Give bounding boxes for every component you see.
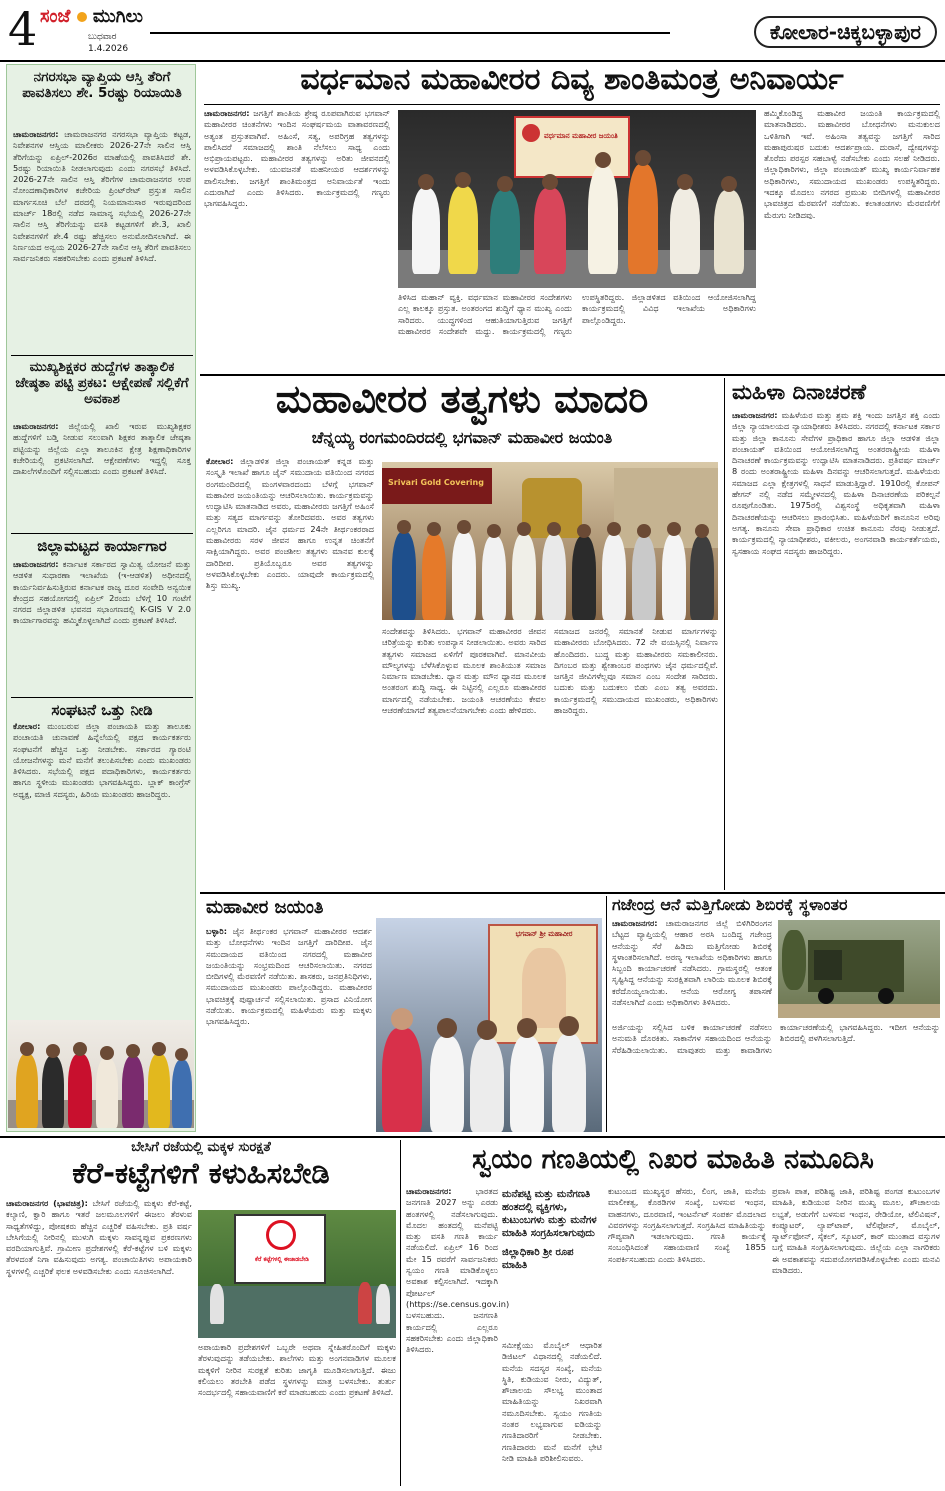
sidebar-person-head bbox=[126, 1044, 140, 1058]
lead-dateline: ಚಾಮರಾಜನಗರ: bbox=[204, 108, 250, 118]
census-col1-text: ಭಾರತದ ಜನಗಣತಿ 2027 ಅನ್ನು ಎರಡು ಹಂತಗಳಲ್ಲಿ ನಡೆಸಲಾಗುವುದು. ಮೊದಲ ಹಂತದಲ್ಲಿ ಮನೆಪಟ್ಟಿ ಮತ್ತು ವಸತಿ ಗಣತಿ ಕಾರ್ಯ ನಡೆಯಲಿದೆ. ಏಪ್ರಿಲ್ 16 ರಿಂದ ಮೇ 15 ರವರೆಗೆ ಸಾರ್ವಜನಿಕರು ಸ್ವಯಂ ಗಣತಿ ಮಾಡಿಕೊಳ್ಳಲು ಅವಕಾಶ ಕಲ್ಪಿಸಲಾಗಿದೆ. ಇದಕ್ಕಾಗಿ ಪೋರ್ಟಲ್ (https://se.census.gov.in) ಬಳಸಬಹುದು. ಜನಗಣತಿ ಕಾರ್ಯದಲ್ಲಿ ಎಲ್ಲರೂ ಸಹಕರಿಸಬೇಕು ಎಂದು ಜಿಲ್ಲಾಧಿಕಾರಿ ತಿಳಿಸಿದರು. bbox=[406, 1186, 510, 1355]
jayanti-person-head bbox=[391, 1008, 413, 1030]
sidebar-story4-headline: ಸಂಘಟನೆ ಒತ್ತು ನೀಡಿ bbox=[51, 701, 153, 719]
elephant-dateline: ಚಾಮರಾಜನಗರ: bbox=[612, 918, 658, 928]
elephant-body bbox=[612, 918, 772, 1016]
sidebar-rule-3 bbox=[11, 697, 193, 698]
story-b-person bbox=[690, 536, 714, 620]
kere-photo bbox=[198, 1210, 396, 1338]
lead-person bbox=[534, 188, 566, 274]
story-b-person bbox=[392, 532, 416, 620]
column-rule bbox=[606, 896, 607, 1132]
kere-headline: ಕೆರೆ-ಕಟ್ಟೆಗಳಿಗೆ ಕಳುಹಿಸಬೇಡಿ bbox=[72, 1156, 330, 1190]
lead-body-bottom: ತಿಳಿಸಿದ ಮಹಾನ್ ವ್ಯಕ್ತಿ. ವರ್ಧಮಾನ ಮಹಾವೀರರ ಸಂದೇಶಗಳು ಎಲ್ಲ ಕಾಲಕ್ಕೂ ಪ್ರಸ್ತುತ. ಅಂತರಂಗದ ಶುದ್ಧಿಗೆ ಧ್ಯಾನ ಮುಖ್ಯ ಎಂದು ಸಾರಿದರು. ಯುದ್ಧಗಳಿಂದ ಆಹುತಿಯಾಗುತ್ತಿರುವ ಜಗತ್ತಿಗೆ ಮಹಾವೀರರ ಸಂದೇಶವೇ ಮದ್ದು. ಕಾರ್ಯಕ್ರಮದಲ್ಲಿ ಗಣ್ಯರು ಉಪಸ್ಥಿತರಿದ್ದರು. ಜಿಲ್ಲಾಡಳಿತದ ವತಿಯಿಂದ ಆಯೋಜಿಸಲಾಗಿದ್ದ ಕಾರ್ಯಕ್ರಮದಲ್ಲಿ ವಿವಿಧ ಇಲಾಖೆಯ ಅಧಿಕಾರಿಗಳು ಪಾಲ್ಗೊಂಡಿದ್ದರು. bbox=[398, 292, 756, 336]
census-col1b: ಸಮೀಕ್ಷೆಯು ಮೊಬೈಲ್ ಆಧಾರಿತ ಡಿಜಿಟಲ್ ವಿಧಾನದಲ್ಲಿ ನಡೆಯಲಿದೆ. ಮನೆಯ ಸದಸ್ಯರ ಸಂಖ್ಯೆ, ಮನೆಯ ಸ್ಥಿತಿ, ಕುಡಿಯುವ ನೀರು, ವಿದ್ಯುತ್, ಶೌಚಾಲಯ ಸೌಲಭ್ಯ ಮುಂತಾದ ಮಾಹಿತಿಯನ್ನು ನಿಖರವಾಗಿ ನಮೂದಿಸಬೇಕು. ಸ್ವಯಂ ಗಣತಿಯ ನಂತರ ಲಭ್ಯವಾಗುವ ಐಡಿಯನ್ನು ಗಣತಿದಾರರಿಗೆ ನೀಡಬೇಕು. ಗಣತಿದಾರರು ಮನೆ ಮನೆಗೆ ಭೇಟಿ ನೀಡಿ ಮಾಹಿತಿ ಪರಿಶೀಲಿಸುವರು. bbox=[502, 1340, 602, 1463]
story-b-person-head bbox=[577, 524, 591, 538]
story-b-person bbox=[572, 536, 596, 620]
story-b-headline: ಮಹಾವೀರರ ತತ್ವಗಳು ಮಾದರಿ bbox=[275, 377, 649, 421]
story-b-person bbox=[482, 536, 506, 620]
sidebar-group-photo bbox=[8, 1020, 194, 1128]
banner-badge-icon bbox=[522, 124, 540, 142]
sidebar-story3-text: ಕರ್ನಾಟಕ ಸರ್ಕಾರದ ಸ್ವಾಮಿತ್ವ ಯೋಜನೆ ಮತ್ತು ಆಡಳಿತ ಸುಧಾರಣಾ ಇಲಾಖೆಯ (ಇ-ಆಡಳಿತ) ಅಧೀನದಲ್ಲಿ ಕಾರ್ಯನಿರ್ವಹಿಸುತ್ತಿರುವ ಕರ್ನಾಟಕ ರಾಜ್ಯ ದೂರ ಸಂವೇದಿ ಅನ್ವಯಿಕ ಕೇಂದ್ರದ ಸಹಯೋಗದಲ್ಲಿ ಏಪ್ರಿಲ್ 2ರಂದು ಬೆಳಿಗ್ಗೆ 10 ಗಂಟೆಗೆ ನಗರದ ಜಿಲ್ಲಾಡಳಿತ ಭವನದ ಸಭಾಂಗಣದಲ್ಲಿ K-GIS V 2.0 ಕಾರ್ಯಾಗಾರವನ್ನು ಹಮ್ಮಿಕೊಳ್ಳಲಾಗಿದೆ ಎಂದು ಪ್ರಕಟಣೆ ತಿಳಿಸಿದೆ. bbox=[13, 559, 191, 626]
story-b-person-head bbox=[547, 522, 561, 536]
kere-body-right: ಅಪಾಯಕಾರಿ ಪ್ರದೇಶಗಳಿಗೆ ಒಬ್ಬರೇ ಅಥವಾ ಸ್ನೇಹಿತರೊಂದಿಗೆ ಮಕ್ಕಳು ತೆರಳುವುದನ್ನು ತಡೆಯಬೇಕು. ಶಾಲೆಗಳು ಮತ್ತು ಅಂಗನವಾಡಿಗಳ ಮೂಲಕ ಮಕ್ಕಳಿಗೆ ನೀರಿನ ಸುರಕ್ಷತೆ ಕುರಿತು ಜಾಗೃತಿ ಮೂಡಿಸಲಾಗುತ್ತಿದೆ. ಈಜು ಕಲಿಯಲು ತರಬೇತಿ ಪಡೆದ ಸ್ಥಳಗಳನ್ನು ಮಾತ್ರ ಬಳಸಬೇಕು. ತುರ್ತು ಸಂದರ್ಭದಲ್ಲಿ ಸಹಾಯವಾಣಿಗೆ ಕರೆ ಮಾಡಬಹುದು ಎಂದು ಪ್ರಕಟಣೆ ತಿಳಿಸಿದೆ. bbox=[198, 1342, 396, 1398]
census-col3: ಕುಟುಂಬದ ಮುಖ್ಯಸ್ಥರ ಹೆಸರು, ಲಿಂಗ, ಜಾತಿ, ಮನೆಯ ಮಾಲೀಕತ್ವ, ಕೊಠಡಿಗಳ ಸಂಖ್ಯೆ, ಬಳಸುವ ಇಂಧನ, ವಾಹನಗಳು, ದೂರವಾಣಿ, ಇಂಟರ್ನೆಟ್ ಸಂಪರ್ಕ ಮೊದಲಾದ ವಿವರಗಳನ್ನು ಸಂಗ್ರಹಿಸಲಾಗುತ್ತದೆ. ಸಂಗ್ರಹಿಸಿದ ಮಾಹಿತಿಯನ್ನು ಗೌಪ್ಯವಾಗಿ ಇಡಲಾಗುವುದು. ಗಣತಿ ಕಾರ್ಯಕ್ಕೆ ಸಂಬಂಧಿಸಿದಂತೆ ಸಹಾಯವಾಣಿ ಸಂಖ್ಯೆ 1855 ಸಂಪರ್ಕಿಸಬಹುದು ಎಂದು ತಿಳಿಸಿದರು. bbox=[608, 1186, 766, 1264]
womens-day-text: ಮಹಿಳೆಯರ ಮತ್ತು ಶ್ರಮ ಶಕ್ತಿ ಇಂದು ಜಗತ್ತಿನ ಶಕ್ತಿ ಎಂದು ಜಿಲ್ಲಾ ನ್ಯಾಯಾಲಯದ ನ್ಯಾಯಾಧೀಶರು ತಿಳಿಸಿದರು. ನಗರದಲ್ಲಿ ಕರ್ನಾಟಕ ಸರ್ಕಾರ ಮತ್ತು ಜಿಲ್ಲಾ ಕಾನೂನು ಸೇವೆಗಳ ಪ್ರಾಧಿಕಾರ ಹಾಗೂ ಜಿಲ್ಲಾ ಆಡಳಿತ ಜಿಲ್ಲಾ ಪಂಚಾಯತ್ ವತಿಯಿಂದ ಆಯೋಜಿಸಲಾಗಿದ್ದ ಅಂತರರಾಷ್ಟ್ರೀಯ ಮಹಿಳಾ ದಿನಾಚರಣೆ ಕಾರ್ಯಕ್ರಮವನ್ನು ಉದ್ಘಾಟಿಸಿ ಮಾತನಾಡಿದರು. ಪ್ರತಿವರ್ಷ ಮಾರ್ಚ್ 8 ರಂದು ಅಂತರಾಷ್ಟ್ರೀಯ ಮಹಿಳಾ ದಿನವನ್ನು ಆಚರಿಸಲಾಗುತ್ತದೆ. ಮಹಿಳೆಯರು ಸಮಾಜದ ಎಲ್ಲಾ ಕ್ಷೇತ್ರಗಳಲ್ಲಿ ಸಾಧನೆ ಮಾಡುತ್ತಿದ್ದಾರೆ. 1910ರಲ್ಲಿ ಕೋಪನ್ ಹೇಗನ್ ನಲ್ಲಿ ನಡೆದ ಸಮ್ಮೇಳನದಲ್ಲಿ ಮಹಿಳಾ ದಿನಾಚರಣೆಯ ಪರಿಕಲ್ಪನೆ ರೂಪುಗೊಂಡಿತು. 1975ರಲ್ಲಿ ವಿಶ್ವಸಂಸ್ಥೆ ಅಧಿಕೃತವಾಗಿ ಮಹಿಳಾ ದಿನಾಚರಣೆಯನ್ನು ಆಚರಿಸಲು ಪ್ರಾರಂಭಿಸಿತು. ಮಹಿಳೆಯರಿಗೆ ಕಾನೂನಿನ ಅರಿವು ಅಗತ್ಯ. ಕಾನೂನು ಸೇವಾ ಪ್ರಾಧಿಕಾರ ಉಚಿತ ಕಾನೂನು ನೆರವು ನೀಡುತ್ತದೆ. ಕಾರ್ಯಕ್ರಮದಲ್ಲಿ ನ್ಯಾಯಾಧೀಶರು, ವಕೀಲರು, ಅಂಗನವಾಡಿ ಕಾರ್ಯಕರ್ತೆಯರು, ಸ್ವಸಹಾಯ ಸಂಘದ ಸದಸ್ಯರು ಹಾಜರಿದ್ದರು. bbox=[732, 410, 940, 556]
lead-person bbox=[670, 188, 700, 274]
jayanti-person bbox=[510, 1036, 544, 1132]
census-col4: ಪ್ರವಾಸಿ ಪಾತ, ಪರಿಶಿಷ್ಟ ಜಾತಿ, ಪರಿಶಿಷ್ಟ ಪಂಗಡ ಕುಟುಂಬಗಳ ಮಾಹಿತಿ, ಕುಡಿಯುವ ನೀರಿನ ಮುಖ್ಯ ಮೂಲ, ಶೌಚಾಲಯ ಲಭ್ಯತೆ, ಅಡುಗೆಗೆ ಬಳಸುವ ಇಂಧನ, ರೇಡಿಯೋ, ಟೆಲಿವಿಷನ್, ಕಂಪ್ಯೂಟರ್, ಲ್ಯಾಪ್‌ಟಾಪ್, ಟೆಲಿಫೋನ್, ಮೊಬೈಲ್, ಸ್ಮಾರ್ಟ್‌ಫೋನ್, ಸೈಕಲ್, ಸ್ಕೂಟರ್, ಕಾರ್ ಮುಂತಾದ ವಸ್ತುಗಳ ಬಗ್ಗೆ ಮಾಹಿತಿ ಸಂಗ್ರಹಿಸಲಾಗುವುದು. ಜಿಲ್ಲೆಯ ಎಲ್ಲಾ ನಾಗರಿಕರು ಈ ಅವಕಾಶವನ್ನು ಸದುಪಯೋಗಪಡಿಸಿಕೊಳ್ಳಬೇಕು ಎಂದು ಮನವಿ ಮಾಡಿದರು. bbox=[772, 1186, 940, 1276]
kere-body-left-text: ಬೇಸಿಗೆ ರಜೆಯಲ್ಲಿ ಮಕ್ಕಳು ಕೆರೆ-ಕಟ್ಟೆ, ಕಲ್ಯಾಣಿ, ಕ್ವಾರಿ ಹಾಗೂ ಇತರೆ ಜಲಮೂಲಗಳಿಗೆ ಈಜಲು ತೆರಳುವ ಸಾಧ್ಯತೆಗಳಿದ್ದು, ಪೋಷಕರು ಹೆಚ್ಚಿನ ಎಚ್ಚರಿಕೆ ವಹಿಸಬೇಕು. ಪ್ರತಿ ವರ್ಷ ಬೇಸಿಗೆಯಲ್ಲಿ ನೀರಿನಲ್ಲಿ ಮುಳುಗಿ ಮಕ್ಕಳು ಸಾವನ್ನಪ್ಪುವ ಪ್ರಕರಣಗಳು ವರದಿಯಾಗುತ್ತಿವೆ. ಗ್ರಾಮೀಣ ಪ್ರದೇಶಗಳಲ್ಲಿ ಕೆರೆ-ಕಟ್ಟೆಗಳ ಬಳಿ ಮಕ್ಕಳು ತೆರಳದಂತೆ ನಿಗಾ ವಹಿಸುವುದು ಅಗತ್ಯ. ಪಂಚಾಯಿತಿಗಳು ಅಪಾಯಕಾರಿ ಸ್ಥಳಗಳಲ್ಲಿ ಎಚ್ಚರಿಕೆ ಫಲಕ ಅಳವಡಿಸಬೇಕು ಎಂದು ಸೂಚಿಸಲಾಗಿದೆ. bbox=[6, 1198, 192, 1276]
story-b-col1-text: ಜಿಲ್ಲಾಡಳಿತ ಜಿಲ್ಲಾ ಪಂಚಾಯತ್ ಕನ್ನಡ ಮತ್ತು ಸಂಸ್ಕೃತಿ ಇಲಾಖೆ ಹಾಗೂ ಜೈನ್ ಸಮುದಾಯ ವತಿಯಿಂದ ನಗರದ ರಂಗಮಂದಿರದಲ್ಲಿ ಮಂಗಳವಾರದಂದು ಬೆಳಗ್ಗೆ ಭಗವಾನ್ ಮಹಾವೀರ ಜಯಂತಿಯನ್ನು ಆಚರಿಸಲಾಯಿತು. ಕಾರ್ಯಕ್ರಮವನ್ನು ಉದ್ಘಾಟಿಸಿ ಮಾತನಾಡಿದ ಅವರು, ಮಹಾವೀರರು ಜಗತ್ತಿಗೆ ಅಹಿಂಸೆ ಮತ್ತು ಸತ್ಯದ ಮಾರ್ಗವನ್ನು ತೋರಿದವರು. ಅವರ ತತ್ವಗಳು ಎಲ್ಲರಿಗೂ ಮಾದರಿ. ಜೈನ ಧರ್ಮದ 24ನೇ ತೀರ್ಥಂಕರರಾದ ಮಹಾವೀರರು ಸರಳ ಜೀವನ ಹಾಗೂ ಉನ್ನತ ಚಿಂತನೆಗೆ ಸಾಕ್ಷಿಯಾಗಿದ್ದರು. ಅವರ ಪಂಚಶೀಲ ತತ್ವಗಳು ಮಾನವ ಕುಲಕ್ಕೆ ದಾರಿದೀಪ. ಪ್ರತಿಯೊಬ್ಬರೂ ಅವರ ತತ್ವಗಳನ್ನು ಅಳವಡಿಸಿಕೊಳ್ಳಬೇಕು ಎಂದರು. ಯಾವುದೇ ಕಾರ್ಯಕ್ರಮದಲ್ಲಿ ಶಿಸ್ತು ಮುಖ್ಯ. bbox=[206, 456, 374, 591]
jayanti-person bbox=[430, 1036, 464, 1132]
jayanti-person bbox=[552, 1034, 586, 1132]
sidebar-story2-text: ಜಿಲ್ಲೆಯಲ್ಲಿ ಖಾಲಿ ಇರುವ ಮುಖ್ಯಶಿಕ್ಷಕರ ಹುದ್ದೆಗಳಿಗೆ ಬಡ್ತಿ ನೀಡುವ ಸಲುವಾಗಿ ಶಿಕ್ಷಕರ ತಾತ್ಕಾಲಿಕ ಜೇಷ್ಠತಾ ಪಟ್ಟಿಯನ್ನು ಜಿಲ್ಲೆಯ ಎಲ್ಲಾ ತಾಲೂಕಿನ ಕ್ಷೇತ್ರ ಶಿಕ್ಷಣಾಧಿಕಾರಿಗಳ ಕಚೇರಿಯಲ್ಲಿ ಪ್ರಕಟಿಸಲಾಗಿದೆ. ಆಕ್ಷೇಪಣೆಗಳು ಇದ್ದಲ್ಲಿ ಸೂಕ್ತ ದಾಖಲೆಗಳೊಂದಿಗೆ ಸಲ್ಲಿಸಬಹುದು ಎಂದು ಪ್ರಕಟಣೆ ತಿಳಿಸಿದೆ. bbox=[13, 421, 191, 477]
census-dateline: ಚಾಮರಾಜನಗರ: bbox=[406, 1186, 452, 1196]
story-b-photo bbox=[382, 462, 718, 620]
lead-person-head bbox=[595, 152, 611, 168]
jayanti-dateline: ಬಳ್ಳಾರಿ: bbox=[206, 926, 227, 936]
truck-wheel-icon bbox=[878, 988, 894, 1004]
shop-sign bbox=[382, 468, 492, 504]
lead-person bbox=[490, 190, 520, 274]
child-figure bbox=[376, 1284, 390, 1324]
lead-person bbox=[628, 164, 658, 274]
sidebar-person-head bbox=[46, 1044, 60, 1058]
lead-headline: ವರ್ಧಮಾನ ಮಹಾವೀರರ ದಿವ್ಯ ಶಾಂತಿಮಂತ್ರ ಅನಿವಾರ್ಯ bbox=[300, 62, 844, 97]
ground bbox=[778, 1004, 940, 1018]
census-pull-attr: ಜಿಲ್ಲಾಧಿಕಾರಿ ಶ್ರೀ ರೂಪ ಮಾಹಿತಿ bbox=[502, 1247, 574, 1271]
no-swimming-icon bbox=[266, 1220, 296, 1250]
story-b-person-head bbox=[487, 524, 501, 538]
sidebar-person-head bbox=[100, 1046, 114, 1060]
census-col1 bbox=[406, 1186, 510, 1484]
sidebar-story2-headline: ಮುಖ್ಯಶಿಕ್ಷಕರ ಹುದ್ದೆಗಳ ತಾತ್ಕಾಲಿಕ ಜೇಷ್ಠತಾ ಪಟ್ಟಿ ಪ್ರಕಟ: ಆಕ್ಷೇಪಣೆ ಸಲ್ಲಿಕೆಗೆ ಅವಕಾಶ bbox=[15, 359, 189, 408]
kere-sign-text: ಕೆರೆ ಕಟ್ಟೆಗಳಲ್ಲಿ ಈಜಾಡಬೇಡಿ bbox=[255, 1256, 309, 1263]
jayanti-photo bbox=[376, 918, 602, 1132]
story-b-col3: ಸಮಾಜದ ಜನರಲ್ಲಿ ಸಮಾನತೆ ನೀಡುವ ಮಾರ್ಗಗಳನ್ನು ಮಹಾವೀರರು ಬೋಧಿಸಿದರು. 72 ನೇ ವಯಸ್ಸಿನಲ್ಲಿ ನಿರ್ವಾಣ ಹೊಂದಿದರು. ಬುದ್ಧ ಮತ್ತು ಮಹಾವೀರರು ಸಮಕಾಲೀನರು. ದಿಗಂಬರ ಮತ್ತು ಶ್ವೇತಾಂಬರ ಪಂಥಗಳು ಜೈನ ಧರ್ಮದಲ್ಲಿವೆ. ಜಗತ್ತಿನ ಜೀವಿಗಳೆಲ್ಲವೂ ಸಮಾನ ಎಂಬ ಸಂದೇಶ ಸಾರಿದರು. ಬದುಕು ಮತ್ತು ಬದುಕಲು ಬಿಡು ಎಂಬ ತತ್ವ ಅವರದು. ಕಾರ್ಯಕ್ರಮದಲ್ಲಿ ಸಮುದಾಯದ ಮುಖಂಡರು, ಅಧಿಕಾರಿಗಳು ಹಾಜರಿದ್ದರು. bbox=[554, 626, 718, 716]
story-b-person-head bbox=[667, 522, 681, 536]
story-b-subhead: ಚೆನ್ನಯ್ಯ ರಂಗಮಂದಿರದಲ್ಲಿ ಭಗವಾನ್ ಮಹಾವೀರ ಜಯಂತಿ bbox=[311, 428, 613, 447]
sidebar-story1-dateline: ಚಾಮರಾಜನಗರ: bbox=[13, 129, 59, 139]
story-b-dateline: ಕೋಲಾರ: bbox=[206, 456, 234, 466]
census-pull-quote: ಮನೆಪಟ್ಟಿ ಮತ್ತು ಮನೆಗಣತಿ ಹಂತದಲ್ಲಿ ವ್ಯಕ್ತಿಗಳು, ಕುಟುಂಬಗಳು ಮತ್ತು ಮನೆಗಳ ಮಾಹಿತಿ ಸಂಗ್ರಹಿಸಲಾಗುವುದು bbox=[502, 1189, 597, 1239]
jayanti-banner-text: ಭಗವಾನ್ ಶ್ರೀ ಮಹಾವೀರ bbox=[515, 930, 573, 938]
womens-day-body bbox=[732, 410, 940, 886]
lead-person-head bbox=[635, 150, 651, 166]
womens-day-headline: ಮಹಿಳಾ ದಿನಾಚರಣೆ bbox=[732, 380, 866, 404]
lead-body-right: ಹಮ್ಮಿಕೊಂಡಿದ್ದ ಮಹಾವೀರ ಜಯಂತಿ ಕಾರ್ಯಕ್ರಮದಲ್ಲಿ ಮಾತನಾಡಿದರು. ಮಹಾವೀರರ ಬೋಧನೆಗಳು ಮನುಕುಲದ ಒಳಿತಿಗಾಗಿ ಇವೆ. ಅಹಿಂಸಾ ತತ್ವವನ್ನು ಜಗತ್ತಿಗೆ ಸಾರಿದ ಮಹಾಪುರುಷರ ಬದುಕು ಆದರ್ಶಪ್ರಾಯ. ದುರಾಸೆ, ದ್ವೇಷಗಳನ್ನು ತೊರೆದು ಪರಸ್ಪರ ಸಹಬಾಳ್ವೆ ನಡೆಸಬೇಕು ಎಂದು ಸಲಹೆ ನೀಡಿದರು. ಜಿಲ್ಲಾಧಿಕಾರಿಗಳು, ಜಿಲ್ಲಾ ಪಂಚಾಯತ್ ಮುಖ್ಯ ಕಾರ್ಯನಿರ್ವಾಹಕ ಅಧಿಕಾರಿಗಳು, ಸಮುದಾಯದ ಮುಖಂಡರು ಉಪಸ್ಥಿತರಿದ್ದರು. ಇದಕ್ಕೂ ಮೊದಲು ನಗರದ ಪ್ರಮುಖ ಬೀದಿಗಳಲ್ಲಿ ಮಹಾವೀರರ ಭಾವಚಿತ್ರದ ಮೆರವಣಿಗೆ ನಡೆಯಿತು. ಕಲಾತಂಡಗಳು ಮೆರವಣಿಗೆಗೆ ಮೆರುಗು ನೀಡಿದವು. bbox=[764, 108, 940, 220]
jayanti-text: ಜೈನ ತೀರ್ಥಂಕರ ಭಗವಾನ್ ಮಹಾವೀರರ ಆದರ್ಶ ಮತ್ತು ಬೋಧನೆಗಳು ಇಂದಿನ ಜಗತ್ತಿಗೆ ದಾರಿದೀಪ. ಜೈನ ಸಮುದಾಯದ ವತಿಯಿಂದ ನಗರದಲ್ಲಿ ಮಹಾವೀರ ಜಯಂತಿಯನ್ನು ಸಂಭ್ರಮದಿಂದ ಆಚರಿಸಲಾಯಿತು. ನಗರದ ಬೀದಿಗಳಲ್ಲಿ ಮೆರವಣಿಗೆ ನಡೆಯಿತು. ಶಾಸಕರು, ಜನಪ್ರತಿನಿಧಿಗಳು, ಸಮುದಾಯದ ಮುಖಂಡರು ಪಾಲ್ಗೊಂಡಿದ್ದರು. ಮಹಾವೀರರ ಭಾವಚಿತ್ರಕ್ಕೆ ಪುಷ್ಪಾರ್ಚನೆ ಸಲ್ಲಿಸಲಾಯಿತು. ಪ್ರಸಾದ ವಿನಿಯೋಗ ನಡೆಯಿತು. ಕಾರ್ಯಕ್ರಮದಲ್ಲಿ ಮಹಿಳೆಯರು ಮತ್ತು ಮಕ್ಕಳು ಭಾಗವಹಿಸಿದ್ದರು. bbox=[206, 926, 372, 1027]
story-b-col1 bbox=[206, 456, 374, 886]
story-b-person-head bbox=[695, 524, 709, 538]
sidebar-person-head bbox=[152, 1042, 166, 1056]
story-b-person-head bbox=[637, 524, 651, 538]
jayanti-person-head bbox=[437, 1018, 457, 1038]
story-b-person bbox=[512, 534, 536, 620]
sidebar-story1-text: ಚಾಮರಾಜನಗರ ನಗರಸಭಾ ವ್ಯಾಪ್ತಿಯ ಕಟ್ಟಡ, ನಿವೇಶನಗಳ ಆಸ್ತಿಯ ಮಾಲೀಕರು 2026-27ನೇ ಸಾಲಿನ ಆಸ್ತಿ ತೆರಿಗೆಯನ್ನು ಏಪ್ರಿಲ್-2026ರ ಮಾಹೆಯಲ್ಲಿ ಪಾವತಿಸಿದರೆ ಶೇ. 5ರಷ್ಟು ರಿಯಾಯಿತಿ ನೀಡಲಾಗುವುದು ಎಂದು ನಗರಸಭೆ ತಿಳಿಸಿದೆ. 2026-27ನೇ ಸಾಲಿನ ಆಸ್ತಿ ತೆರಿಗೆಗಳ ಚಾಮರಾಜನಗರ ಉಪ ನೋಂದಣಾಧಿಕಾರಿಗಳ ಕಚೇರಿಯ ಪ್ರಿಂಟ್‌ರೇಟ್ ಪ್ರಸ್ತುತ ಸಾಲಿನ ಮಾರ್ಗಸೂಚಿ ಬೆಲೆ ದರದಲ್ಲಿ ನಿಯಮಾನುಸಾರ ಇರುವುದರಿಂದ ಮಾರ್ಚ್ 18ರಲ್ಲಿ ನಡೆದ ಸಾಮಾನ್ಯ ಸಭೆಯಲ್ಲಿ 2026-27ನೇ ಸಾಲಿನ ಆಸ್ತಿ ತೆರಿಗೆಯನ್ನು ವಸತಿ ಕಟ್ಟಡಗಳಿಗೆ ಶೇ.3, ಖಾಲಿ ನಿವೇಶನಗಳಿಗೆ ಶೇ.4 ರಷ್ಟು ಹೆಚ್ಚಿಸಲು ಅನುಮೋದಿಸಲಾಗಿದೆ. ಈ ನಿರ್ಣಯದ ಅನ್ವಯ 2026-27ನೇ ಸಾಲಿನ ಆಸ್ತಿ ತೆರಿಗೆ ಪಾವತಿಸಲು ಸಾರ್ವಜನಿಕರು ಸಹಕರಿಸಬೇಕು ಎಂದು ಪ್ರಕಟಣೆ ತಿಳಿಸಿದೆ. bbox=[13, 129, 191, 264]
warning-sign bbox=[234, 1214, 326, 1284]
truck-cab bbox=[814, 950, 842, 980]
lead-person bbox=[588, 166, 618, 274]
jayanti-person-head bbox=[559, 1016, 579, 1036]
elephant-headline: ಗಜೇಂದ್ರ ಆನೆ ಮತ್ತಿಗೋಡು ಶಿಬಿರಕ್ಕೆ ಸ್ಥಳಾಂತರ bbox=[612, 895, 848, 914]
sidebar-person bbox=[122, 1056, 144, 1128]
lead-person-head bbox=[542, 174, 558, 190]
sidebar-person bbox=[16, 1054, 38, 1128]
lead-body-left bbox=[204, 108, 390, 370]
column-rule bbox=[400, 1140, 401, 1486]
elephant-photo bbox=[778, 920, 940, 1018]
story-b-person-head bbox=[517, 522, 531, 536]
jayanti-person bbox=[382, 1028, 422, 1132]
story-b-person bbox=[602, 534, 626, 620]
elephant-text: ಚಾಮರಾಜನಗರ ಜಿಲ್ಲೆ ಬಿಳಿಗಿರಿರಂಗನ ಬೆಟ್ಟದ ವ್ಯಾಪ್ತಿಯಲ್ಲಿ ಆಹಾರ ಅರಸಿ ಬಂದಿದ್ದ ಗಜೇಂದ್ರ ಆನೆಯನ್ನು ಸೆರೆ ಹಿಡಿದು ಮತ್ತಿಗೋಡು ಶಿಬಿರಕ್ಕೆ ಸ್ಥಳಾಂತರಿಸಲಾಗಿದೆ. ಅರಣ್ಯ ಇಲಾಖೆಯ ಅಧಿಕಾರಿಗಳು ಹಾಗೂ ಸಿಬ್ಬಂದಿ ಕಾರ್ಯಾಚರಣೆ ನಡೆಸಿದರು. ಗ್ರಾಮಸ್ಥರಲ್ಲಿ ಆತಂಕ ಸೃಷ್ಟಿಸಿದ್ದ ಆನೆಯನ್ನು ಸುರಕ್ಷಿತವಾಗಿ ಲಾರಿಯ ಮೂಲಕ ಶಿಬಿರಕ್ಕೆ ಕರೆದೊಯ್ಯಲಾಯಿತು. ಆನೆಯ ಆರೋಗ್ಯ ತಪಾಸಣೆ ನಡೆಸಲಾಗಿದೆ ಎಂದು ಅಧಿಕಾರಿಗಳು ತಿಳಿಸಿದರು. bbox=[612, 918, 772, 1008]
sidebar-person-head bbox=[20, 1042, 34, 1056]
column-rule bbox=[724, 378, 725, 890]
child-figure bbox=[358, 1282, 372, 1324]
census-pull-box bbox=[502, 1188, 602, 1338]
sidebar-story2-dateline: ಚಾಮರಾಜನಗರ: bbox=[13, 421, 59, 431]
lead-person-head bbox=[721, 176, 737, 192]
section-rule-1 bbox=[200, 374, 945, 376]
page-number: 4 bbox=[8, 2, 38, 56]
issue-date: 1.4.2026 bbox=[88, 44, 129, 54]
kere-dateline: ಚಾಮರಾಜನಗರ (ಭಾವಚಿತ್ರ): bbox=[6, 1198, 88, 1208]
kere-body-left bbox=[6, 1198, 192, 1484]
story-b-person bbox=[422, 534, 446, 620]
child-figure bbox=[210, 1284, 224, 1324]
lead-body-left-text: ಜಗತ್ತಿಗೆ ಶಾಂತಿಯ ಶ್ರೇಷ್ಠ ರೂಪವಾಗಿರುವ ಭಗವಾನ್ ಮಹಾವೀರರ ಚಿಂತನೆಗಳು ಇಂದಿನ ಸಂಘರ್ಷಮಯ ವಾತಾವರಣದಲ್ಲಿ ಅತ್ಯಂತ ಪ್ರಸ್ತುತವಾಗಿವೆ. ಅಹಿಂಸೆ, ಸತ್ಯ, ಅಪರಿಗ್ರಹ ತತ್ವಗಳನ್ನು ಪಾಲಿಸಿದರೆ ಸಮಾಜದಲ್ಲಿ ಶಾಂತಿ ನೆಲೆಸಲು ಸಾಧ್ಯ ಎಂದು ಅಭಿಪ್ರಾಯಪಟ್ಟರು. ಮಹಾವೀರರ ತತ್ವಗಳನ್ನು ಅರಿತು ಜೀವನದಲ್ಲಿ ಅಳವಡಿಸಿಕೊಳ್ಳಬೇಕು. ಯುವಜನತೆ ಮಹನೀಯರ ಆದರ್ಶಗಳನ್ನು ಪಾಲಿಸಬೇಕು. ಜಗತ್ತಿಗೆ ಶಾಂತಿಮಂತ್ರದ ಅನಿವಾರ್ಯತೆ ಇಂದು ಎದುರಾಗಿದೆ ಎಂದು ತಿಳಿಸಿದರು. ಕಾರ್ಯಕ್ರಮದಲ್ಲಿ ಗಣ್ಯರು ಭಾಗವಹಿಸಿದ್ದರು. bbox=[204, 108, 390, 209]
sidebar-story3-body bbox=[13, 559, 191, 695]
lead-person bbox=[448, 186, 478, 274]
story-b-person bbox=[542, 534, 566, 620]
jayanti-body bbox=[206, 926, 372, 1132]
brand-logo bbox=[40, 6, 143, 27]
lead-photo bbox=[398, 110, 756, 288]
jayanti-person-head bbox=[477, 1020, 497, 1040]
sidebar-person bbox=[42, 1056, 64, 1128]
elephant-body-bottom: ಅರ್ಜಿಯನ್ನು ಸಲ್ಲಿಸಿದ ಬಳಿಕ ಕಾರ್ಯಾಚರಣೆ ನಡೆಸಲು ಅನುಮತಿ ದೊರಕಿತು. ಸಾಕಾನೆಗಳ ಸಹಾಯದಿಂದ ಆನೆಯನ್ನು ಸೆರೆಹಿಡಿಯಲಾಯಿತು. ಮಾವುತರು ಮತ್ತು ಕಾವಾಡಿಗಳು ಕಾರ್ಯಾಚರಣೆಯಲ್ಲಿ ಭಾಗವಹಿಸಿದ್ದರು. ಇದೀಗ ಆನೆಯನ್ನು ಶಿಬಿರದಲ್ಲಿ ಪಳಗಿಸಲಾಗುತ್ತಿದೆ. bbox=[612, 1022, 940, 1055]
brand-red-text: ಸಂಜೆ bbox=[40, 6, 71, 27]
sidebar-rule-2 bbox=[11, 533, 193, 534]
kere-kicker: ಬೇಸಿಗೆ ರಜೆಯಲ್ಲಿ ಮಕ್ಕಳ ಸುರಕ್ಷತೆ bbox=[131, 1140, 271, 1155]
lead-banner-text: ವರ್ಧಮಾನ ಮಹಾವೀರ ಜಯಂತಿ bbox=[544, 132, 618, 140]
issue-day: ಬುಧವಾರ bbox=[88, 32, 117, 42]
brand-black-text: ಮುಗಿಲು bbox=[92, 6, 143, 27]
sun-icon bbox=[77, 12, 87, 22]
lead-person-head bbox=[677, 174, 693, 190]
lead-banner bbox=[514, 116, 630, 178]
lead-person bbox=[412, 188, 440, 274]
lead-person-head bbox=[497, 176, 513, 192]
story-b-person bbox=[662, 534, 686, 620]
sidebar-story3-dateline: ಚಾಮರಾಜನಗರ: bbox=[13, 559, 59, 569]
sidebar-story4-text: ಮುಂಬರುವ ಜಿಲ್ಲಾ ಪಂಚಾಯತಿ ಮತ್ತು ತಾಲೂಕು ಪಂಚಾಯತಿ ಚುನಾವಣೆ ಹಿನ್ನೆಲೆಯಲ್ಲಿ ಪಕ್ಷದ ಕಾರ್ಯಕರ್ತರು ಸಂಘಟನೆಗೆ ಹೆಚ್ಚಿನ ಒತ್ತು ನೀಡಬೇಕು. ಸರ್ಕಾರದ ಗ್ಯಾರಂಟಿ ಯೋಜನೆಗಳನ್ನು ಮನೆ ಮನೆಗೆ ತಲುಪಿಸಬೇಕು ಎಂದು ಮುಖಂಡರು ತಿಳಿಸಿದರು. ಸಭೆಯಲ್ಲಿ ಪಕ್ಷದ ಪದಾಧಿಕಾರಿಗಳು, ಕಾರ್ಯಕರ್ತರು ಹಾಗೂ ಸ್ಥಳೀಯ ಮುಖಂಡರು ಭಾಗವಹಿಸಿದ್ದರು. ಬ್ಲಾಕ್ ಕಾಂಗ್ರೆಸ್ ಅಧ್ಯಕ್ಷ, ಮಾಜಿ ಸದಸ್ಯರು, ಹಿರಿಯ ಮುಖಂಡರು ಹಾಜರಿದ್ದರು. bbox=[13, 721, 191, 799]
jayanti-banner bbox=[488, 924, 598, 1044]
shop-sign-text: Srivari Gold Covering bbox=[388, 478, 484, 487]
sidebar-person bbox=[172, 1060, 192, 1128]
census-headline: ಸ್ವಯಂ ಗಣತಿಯಲ್ಲಿ ನಿಖರ ಮಾಹಿತಿ ನಮೂದಿಸಿ bbox=[472, 1144, 874, 1175]
sidebar-person bbox=[148, 1054, 170, 1128]
sidebar-story2-body bbox=[13, 421, 191, 531]
story-b-person bbox=[632, 536, 656, 620]
jayanti-person bbox=[470, 1038, 504, 1132]
sidebar-rule-1 bbox=[11, 355, 193, 356]
sidebar-person bbox=[68, 1054, 92, 1128]
section-rule-2 bbox=[200, 892, 945, 894]
story-b-person-head bbox=[607, 522, 621, 536]
sidebar-story1-headline: ನಗರಸಭಾ ವ್ಯಾಪ್ತಿಯ ಆಸ್ತಿ ತೆರಿಗೆ ಪಾವತಿಸಲು ಶೇ. 5ರಷ್ಟು ರಿಯಾಯಿತಿ bbox=[22, 69, 182, 102]
sidebar-story1-body bbox=[13, 129, 191, 351]
masthead-line bbox=[150, 32, 670, 34]
sidebar-story4-dateline: ಕೋಲಾರ: bbox=[13, 721, 41, 731]
masthead bbox=[0, 0, 945, 62]
lead-person-head bbox=[455, 172, 471, 188]
jayanti-person-head bbox=[517, 1018, 537, 1038]
section-rule-3 bbox=[0, 1136, 945, 1138]
story-b-person-head bbox=[427, 522, 441, 536]
womens-day-dateline: ಚಾಮರಾಜನಗರ: bbox=[732, 410, 778, 420]
story-b-col2: ಸಂದೇಶವನ್ನು ತಿಳಿಸಿದರು. ಭಗವಾನ್ ಮಹಾವೀರರ ಜೀವನ ಚರಿತ್ರೆಯನ್ನು ಕುರಿತು ಉಪನ್ಯಾಸ ನೀಡಲಾಯಿತು. ಅವರು ಸಾರಿದ ತತ್ವಗಳು ಸಮಾಜದ ಏಳಿಗೆಗೆ ಪೂರಕವಾಗಿವೆ. ಮಾನವೀಯ ಮೌಲ್ಯಗಳನ್ನು ಬೆಳೆಸಿಕೊಳ್ಳುವ ಮೂಲಕ ಶಾಂತಿಯುತ ಸಮಾಜ ನಿರ್ಮಾಣ ಮಾಡಬೇಕು. ಧ್ಯಾನ ಮತ್ತು ಮೌನ ಧ್ಯಾನದ ಮೂಲಕ ಅಂತರಂಗ ಶುದ್ಧಿ ಸಾಧ್ಯ. ಈ ನಿಟ್ಟಿನಲ್ಲಿ ಎಲ್ಲರೂ ಮಹಾವೀರರ ಮಾರ್ಗದಲ್ಲಿ ನಡೆಯಬೇಕು. ಜಯಂತಿ ಆಚರಣೆಯು ಕೇವಲ ಆಚರಣೆಯಾಗದೆ ತತ್ವಪಾಲನೆಯಾಗಬೇಕು ಎಂದು ಹೇಳಿದರು. bbox=[382, 626, 546, 716]
sidebar-story3-headline: ಜಿಲ್ಲಾಮಟ್ಟದ ಕಾರ್ಯಾಗಾರ bbox=[37, 537, 167, 555]
sidebar-story4-body bbox=[13, 721, 191, 1061]
lead-person bbox=[714, 190, 744, 274]
tree bbox=[782, 930, 806, 990]
lead-underline bbox=[204, 104, 940, 105]
story-b-person-head bbox=[457, 520, 471, 534]
truck-wheel-icon bbox=[818, 988, 834, 1004]
region-label: ಕೋಲಾರ-ಚಿಕ್ಕಬಳ್ಳಾಪುರ bbox=[754, 16, 937, 48]
mahavira-portrait bbox=[522, 948, 566, 1028]
story-b-person bbox=[452, 532, 476, 620]
sidebar-person bbox=[96, 1058, 118, 1128]
jayanti-headline: ಮಹಾವೀರ ಜಯಂತಿ bbox=[206, 897, 324, 918]
sidebar-person-head bbox=[73, 1042, 87, 1056]
story-b-person-head bbox=[397, 520, 411, 534]
left-sidebar bbox=[6, 64, 196, 1132]
sidebar-person-head bbox=[175, 1048, 188, 1061]
lead-person-head bbox=[418, 174, 434, 190]
